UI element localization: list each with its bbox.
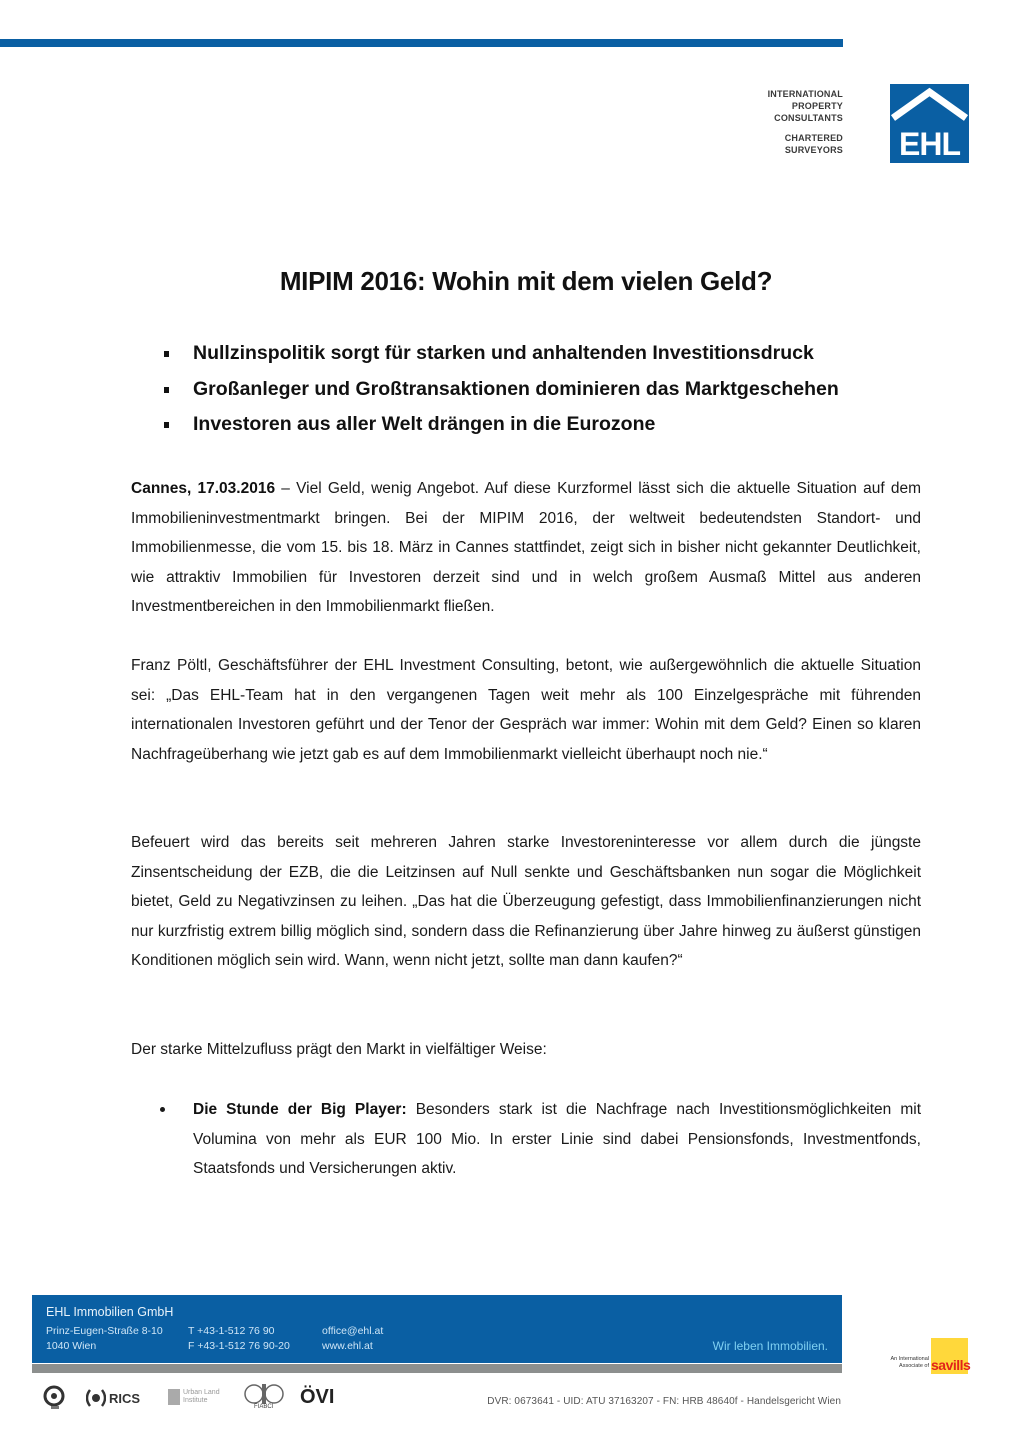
header-tagline (768, 88, 843, 156)
square-bullet-icon (164, 422, 169, 428)
tagline-line: PROPERTY (791, 101, 843, 111)
dateline: Cannes, 17.03.2016 (131, 480, 276, 497)
paragraph-ecb: Befeuert wird das bereits seit mehreren Jahren starke Investoreninteresse vor allem durch die jüngste Zinsentscheidung der EZB, die die Leitzinsen auf Null senkte und Geschäftsbanken nun sogar die Möglichkeit bietet, Geld zu Negativzinsen zu leihen. „Das hat die Überzeugung gefestigt, dass Immobilienfinanzierungen nicht nur kurzfristig extrem billig möglich sind, sondern dass die Refinanzierung über Jahre hinweg zu äußerst günstigen Konditionen möglich sein wird. Wann, wenn nicht jetzt, sollte man dann kaufen?“ (131, 834, 921, 970)
tagline-line: SURVEYORS (784, 145, 843, 155)
highlight-item: Nullzinspolitik sorgt für starken und anhaltenden Investitionsdruck (160, 336, 839, 372)
certification-seal-icon (42, 1385, 66, 1416)
address: Prinz-Eugen-Straße 8-10 1040 Wien (46, 1325, 163, 1352)
membership-logos (42, 1382, 352, 1414)
savills-logo: An International Associate of savills (876, 1338, 968, 1374)
tagline-line: CHARTERED (784, 133, 843, 143)
website-link[interactable]: www.ehl.at (322, 1340, 373, 1352)
highlight-item: Investoren aus aller Welt drängen in die Eurozone (160, 407, 839, 443)
ehl-logo (890, 84, 969, 163)
slogan: Wir leben Immobilien. (712, 1339, 828, 1353)
tagline-line: INTERNATIONAL (767, 89, 843, 99)
page-title: MIPIM 2016: Wohin mit dem vielen Geld? (279, 266, 773, 296)
round-bullet-icon (160, 1107, 165, 1112)
legal-registration: DVR: 0673641 - UID: ATU 37163207 - FN: HRB 48640f - Handelsgericht Wien (487, 1396, 841, 1407)
company-name: EHL Immobilien GmbH (46, 1305, 174, 1319)
ovi-logo: ÖVI (300, 1386, 335, 1408)
phone-number[interactable]: T +43-1-512 76 90 (188, 1325, 275, 1337)
top-blue-rule (0, 39, 843, 47)
paragraph-quote: Franz Pöltl, Geschäftsführer der EHL Investment Consulting, betont, wie außergewöhnlich die aktuelle Situation sei: „Das EHL-Team hat in den vergangenen Tagen weit mehr als 100 Einzelgespräche mit führenden internationalen Investoren geführt und der Tenor der Gespräch war immer: Wohin mit dem Geld? Einen so klaren Nachfrageüberhang wie jetzt gab es auf dem Immobilienmarkt vielleicht überhaupt noch nie.“ (131, 657, 921, 763)
tagline-line: CONSULTANTS (774, 113, 843, 123)
square-bullet-icon (164, 387, 169, 393)
bullet-big-player: Die Stunde der Big Player: Besonders stark ist die Nachfrage nach Investitionsmöglichkeiten mit Volumina von mehr als EUR 100 Mio. In erster Linie sind dabei Pensionsfonds, Investmentfonds, Staatsfonds und Versicherungen aktiv. (160, 1095, 921, 1184)
uli-logo: Urban Land Institute (168, 1389, 220, 1405)
footer-contact-band (32, 1295, 842, 1363)
paragraph-intro: Cannes, 17.03.2016 – Viel Geld, wenig Angebot. Auf diese Kurzformel lässt sich die aktuelle Situation auf dem Immobilieninvestmentmarkt bringen. Bei der MIPIM 2016, der weltweit bedeutendsten Standort- und Immobilienmesse, die vom 15. bis 18. März in Cannes stattfindet, zeigt sich in bisher nicht gekannter Deutlichkeit, wie attraktiv Immobilien für Investoren derzeit sind und in welch großem Ausmaß Mittel aus anderen Investmentbereichen in den Immobilienmarkt fließen. (131, 480, 921, 616)
rics-logo: RICS (86, 1387, 140, 1409)
fiabci-logo: FIABCI (242, 1382, 286, 1417)
square-bullet-icon (164, 351, 169, 357)
footer-gray-rule (32, 1364, 842, 1373)
paragraph-lead-in: Der starke Mittelzufluss prägt den Markt in vielfältiger Weise: (131, 1041, 547, 1058)
highlight-item: Großanleger und Großtransaktionen dominieren das Marktgeschehen (160, 372, 839, 408)
highlights-list (160, 336, 839, 443)
phone-fax (188, 1324, 290, 1354)
email-link[interactable]: office@ehl.at (322, 1325, 384, 1337)
fax-number: F +43-1-512 76 90-20 (188, 1340, 290, 1352)
ehl-logo-text: EHL (899, 126, 960, 162)
web-contact (322, 1324, 383, 1354)
